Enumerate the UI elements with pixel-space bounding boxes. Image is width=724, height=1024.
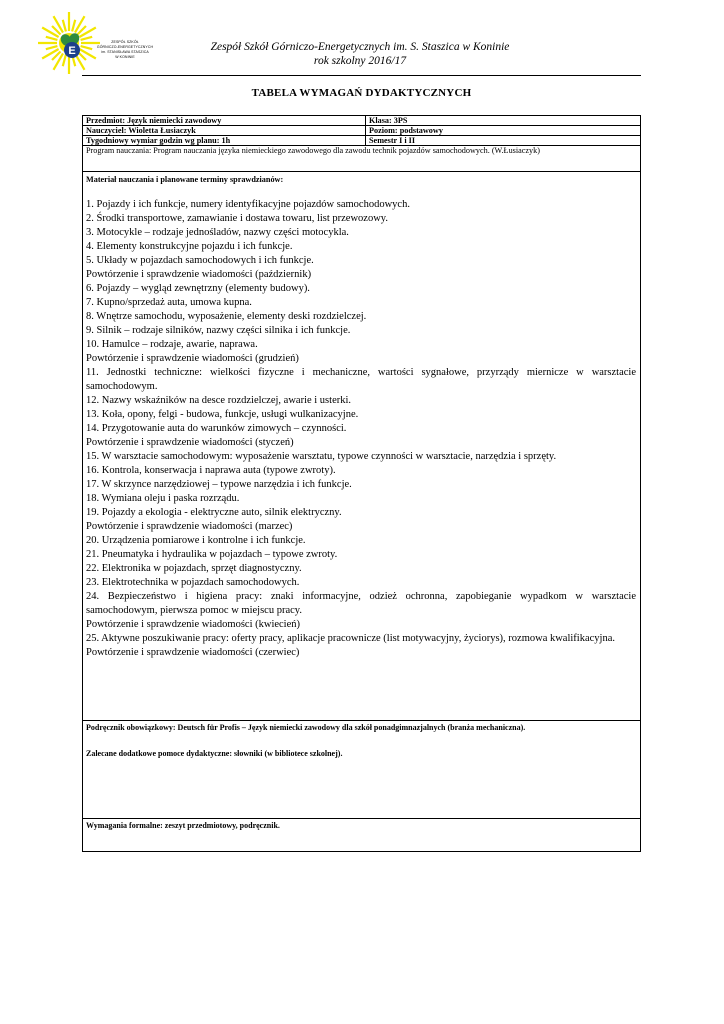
- page-title: TABELA WYMAGAŃ DYDAKTYCZNYCH: [251, 87, 472, 99]
- material-item: 7. Kupno/sprzedaż auta, umowa kupna.: [86, 297, 252, 308]
- material-item: Powtórzenie i sprawdzenie wiadomości (grudzień): [86, 353, 299, 364]
- svg-text:E: E: [68, 45, 76, 57]
- material-item: 8. Wnętrze samochodu, wyposażenie, elementy deski rozdzielczej.: [86, 311, 367, 322]
- weekly-hours-cell: Tygodniowy wymiar godzin wg planu: 1h: [83, 136, 366, 146]
- material-item: 6. Pojazdy – wygląd zewnętrzny (elementy budowy).: [86, 283, 310, 294]
- logo-line: GÓRNICZO-ENERGETYCZNYCH: [96, 45, 154, 49]
- material-item: 20. Urządzenia pomiarowe i kontrolne i ich funkcje.: [86, 535, 306, 546]
- material-item: 16. Kontrola, konserwacja i naprawa auta (typowe zwroty).: [86, 465, 336, 476]
- material-item: 13. Koła, opony, felgi - budowa, funkcje, usługi wulkanizacyjne.: [86, 409, 359, 420]
- logo-line: ZESPÓŁ SZKÓŁ: [111, 40, 139, 44]
- semester-cell: Semestr I i II: [366, 136, 641, 146]
- material-item: Powtórzenie i sprawdzenie wiadomości (marzec): [86, 521, 293, 532]
- teacher-cell: Nauczyciel: Wioletta Łusiaczyk: [83, 126, 366, 136]
- material-item: 9. Silnik – rodzaje silników, nazwy części silnika i ich funkcje.: [86, 325, 351, 336]
- material-item: 1. Pojazdy i ich funkcje, numery identyfikacyjne pojazdów samochodowych.: [86, 199, 410, 210]
- curriculum-cell: Program nauczania: Program nauczania języka niemieckiego zawodowego dla zawodu technik pojazdów samochodowych. (W.Łusiaczyk): [83, 146, 641, 172]
- material-item: 18. Wymiana oleju i paska rozrządu.: [86, 493, 240, 504]
- header-rule: [82, 75, 641, 76]
- requirements-table: [82, 115, 641, 852]
- material-item: Powtórzenie i sprawdzenie wiadomości (kwiecień): [86, 619, 301, 630]
- subject-cell: Przedmiot: Język niemiecki zawodowy: [83, 116, 366, 126]
- material-item: 17. W skrzynce narzędziowej – typowe narzędzia i ich funkcje.: [86, 479, 352, 490]
- school-year: rok szkolny 2016/17: [313, 55, 407, 67]
- material-item: 15. W warsztacie samochodowym: wyposażenie warsztatu, typowe czynności w warsztacie, narzędzia i sprzęty.: [86, 451, 557, 462]
- material-item: 23. Elektrotechnika w pojazdach samochodowych.: [86, 577, 300, 588]
- textbook-text: Podręcznik obowiązkowy: Deutsch für Profis – Język niemiecki zawodowy dla szkół ponadgimnazjalnych (branża mechaniczna).: [86, 723, 526, 732]
- material-item: 4. Elementy konstrukcyjne pojazdu i ich funkcje.: [86, 241, 293, 252]
- logo-line: im. STANISŁAWA STASZICA: [101, 50, 149, 54]
- material-heading: Materiał nauczania i planowane terminy sprawdzianów:: [86, 175, 284, 184]
- material-list: [86, 198, 637, 660]
- material-item: 12. Nazwy wskaźników na desce rozdzielczej, awarie i usterki.: [86, 395, 352, 406]
- class-cell: Klasa: 3PS: [366, 116, 641, 126]
- material-item: 24. Bezpieczeństwo i higiena pracy: znaki informacyjne, odzież ochronna, zapobieganie wypadkom w warsztacie samochodowym, pierwsza pomoc w miejscu pracy.: [86, 591, 636, 616]
- logo-line: W KONINIE: [115, 55, 135, 59]
- material-item: 5. Układy w pojazdach samochodowych i ich funkcje.: [86, 255, 314, 266]
- material-item: Powtórzenie i sprawdzenie wiadomości (styczeń): [86, 437, 294, 448]
- material-item: 10. Hamulce – rodzaje, awarie, naprawa.: [86, 339, 258, 350]
- school-logo: [36, 10, 156, 76]
- material-cell: [83, 172, 641, 721]
- material-item: 11. Jednostki techniczne: wielkości fizyczne i mechaniczne, wartości sygnałowe, przyrządy miernicze w warsztacie samochodowym.: [86, 367, 636, 392]
- logo-text: [90, 40, 160, 60]
- material-item: 19. Pojazdy a ekologia - elektryczne auto, silnik elektryczny.: [86, 507, 342, 518]
- aids-text: Zalecane dodatkowe pomoce dydaktyczne: słowniki (w bibliotece szkolnej).: [86, 749, 343, 758]
- material-item: 22. Elektronika w pojazdach, sprzęt diagnostyczny.: [86, 563, 302, 574]
- level-cell: Poziom: podstawowy: [366, 126, 641, 136]
- textbook-cell: [83, 721, 641, 819]
- requirements-cell: Wymagania formalne: zeszyt przedmiotowy, podręcznik.: [83, 819, 641, 852]
- material-item: Powtórzenie i sprawdzenie wiadomości (czerwiec): [86, 647, 300, 658]
- material-item: 3. Motocykle – rodzaje jednośladów, nazwy części motocykla.: [86, 227, 349, 238]
- material-item: 2. Środki transportowe, zamawianie i dostawa towaru, list przewozowy.: [86, 213, 388, 224]
- material-item: Powtórzenie i sprawdzenie wiadomości (październik): [86, 269, 312, 280]
- school-name: Zespół Szkół Górniczo-Energetycznych im. S. Staszica w Koninie: [210, 41, 510, 53]
- material-item: 25. Aktywne poszukiwanie pracy: oferty pracy, aplikacje pracownicze (list motywacyjny, życiorys), rozmowa kwalifikacyjna.: [86, 633, 615, 644]
- document-header: [160, 40, 560, 68]
- material-item: 14. Przygotowanie auta do warunków zimowych – czynności.: [86, 423, 347, 434]
- material-item: 21. Pneumatyka i hydraulika w pojazdach – typowe zwroty.: [86, 549, 338, 560]
